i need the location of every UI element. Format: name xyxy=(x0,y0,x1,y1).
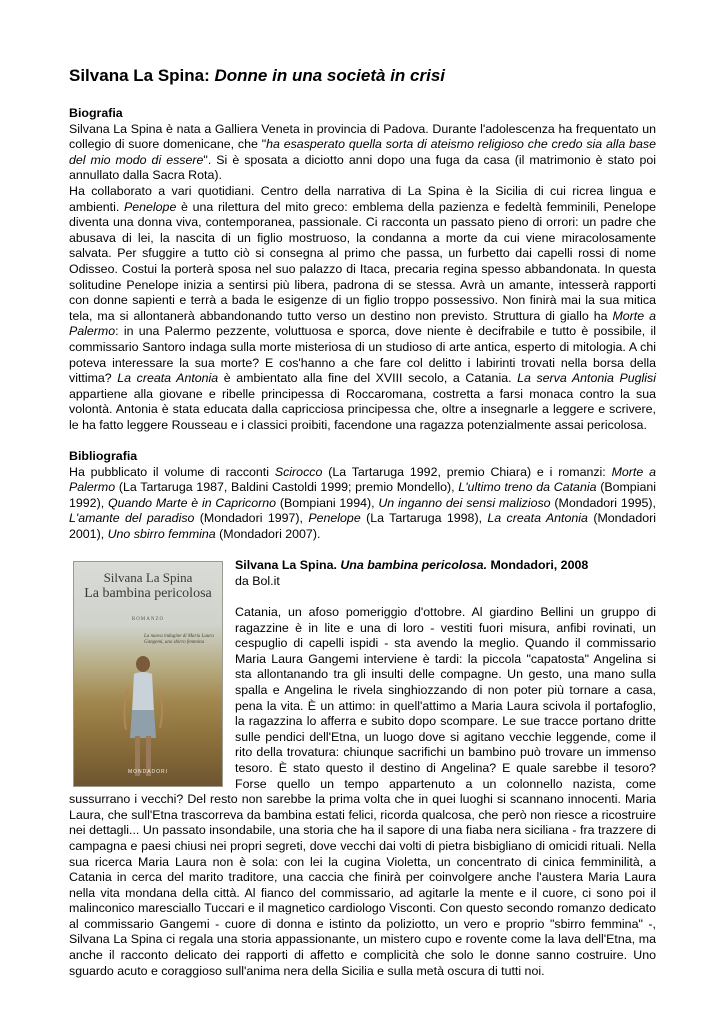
girl-figure-illustration xyxy=(120,650,166,780)
text-run: (Mondadori 2001), xyxy=(69,511,656,542)
italic-text-run: L'amante del paradiso xyxy=(69,511,195,526)
review-source: da Bol.it xyxy=(235,573,280,588)
cover-author: Silvana La Spina xyxy=(103,570,193,586)
text-run: (Mondadori 1997), xyxy=(194,511,309,526)
review-section xyxy=(69,558,656,979)
book-cover-image xyxy=(73,561,223,787)
italic-text-run: La creata Antonia xyxy=(487,511,588,526)
italic-text-run: Scirocco xyxy=(274,464,323,479)
spacer xyxy=(69,433,656,449)
cover-title-block xyxy=(74,570,222,602)
biografia-paragraph-2 xyxy=(69,184,656,434)
text-run: appartiene alla giovane e ribelle principessa di Roccaromana, costretta a farsi monaca contro la sua volontà. Antonia è stata educata dalla capricciosa principessa che, oltre a insegnarle a leggere e scrivere, le ha fatto leggere Rousseau e i classici proibiti, facendone una ragazza potenzialmente assai pericolosa. xyxy=(69,386,656,432)
page-title xyxy=(69,64,656,88)
bibliografia-heading: Bibliografia xyxy=(69,449,138,464)
text-run: (Mondadori 1995), xyxy=(550,495,656,510)
cover-blurb: La nuova indagine di Maria Laura Gangemi, uno sbirro femmina xyxy=(144,634,214,646)
italic-text-run: Morte a Palermo xyxy=(69,308,656,339)
document-page xyxy=(69,64,656,979)
text-run: : in una Palermo pezzente, voluttuosa e sporca, dove niente è decifrabile e tutto è possibile, il commissario Santoro indaga sulla morte misteriosa di un studioso di arte antica, esperto di mitologia. A chi poteva interessare la sua morte? E cos'hanno a che fare col delitto i labirinti trovati nella borsa della vittima? xyxy=(69,324,656,386)
text-run: (Mondadori 2007). xyxy=(215,527,321,542)
italic-text-run: Uno sbirro femmina xyxy=(107,527,216,542)
italic-text-run: Penelope xyxy=(123,199,177,214)
cover-publisher: MONDADORI xyxy=(127,768,169,775)
italic-text-run: Morte a Palermo xyxy=(69,464,656,495)
text-run: è una rilettura del mito greco: emblema della pazienza e fedeltà femminili, Penelope diventa una donna viva, contemporanea, passionale. Ci racconta un passato pieno di orrori: un padre che abusava di lei, la nascita di un figlio mostruoso, la condanna a morte da cui viene miracolosamente salvata. Per sfuggire a tutto ciò si consegna al primo che passa, un furbetto dai capelli rossi di nome Odisseo. Costui la porterà sposa nel suo palazzo di Itaca, precaria regina spesso abbandonata. In questa solitudine Penelope inizia a sentirsi più libera, padrona di se stessa. Avrà un amante, intesserà rapporti con donne sapienti e terrà a bada le esigenze di un figlio troppo possessivo. Non finirà mai la sua mitica tela, ma si allontanerà abbandonando tutto verso un destino non previsto. Struttura di giallo ha xyxy=(69,199,656,323)
review-text: Catania, un afoso pomeriggio d'ottobre. Al giardino Bellini un gruppo di ragazzine è in lite e una di loro - vestiti fuori misura, anfibi rovinati, un cespuglio di capelli ispidi - sta avendo la meglio. Quando il commissario Maria Laura Gangemi interviene è tardi: la piccola "capatosta" Angelina si sta allontanando tra gli insulti delle compagne. Un gesto, una mano sulla spalla e Angelina le rivela singhiozzando di non poter più tornare a casa, pena la vita. È un attimo: in quell'attimo a Maria Laura scivola il portafoglio, la ragazzina lo afferra e subito dopo scompare. Le sue tracce portano dritte sulle pendici dell'Etna, un luogo dove si agitano vecchie leggende, come il rito della trovatura: chiunque sacrifichi un bambino può trovare un immenso tesoro. È stato questo il destino di Angelina? E quale sarebbe il tesoro? Forse quello un tempo appartenuto a un colonnello nazista, come sussurrano i vecchi? Del resto non sarebbe la prima volta che in quei luoghi si scannano innocenti. Maria Laura, che sull'Etna trascorreva da bambina estati felici, ricorda qualcosa, che però non riesce a ricostruire nei dettagli... Un passato insondabile, una storia che ha il sapore di una fiaba nera siciliana - fra trazzere di campagna e paesi chiusi nei propri segreti, dove vecchi dai volti di pietra bisbigliano di omicidi rituali. Nella sua ricerca Maria Laura non è sola: con lei la cugina Violetta, un concentrato di cinica femminilità, a Catania in cerca del marito traditore, una caccia che finirà per coinvolgere anche l'austera Maria Laura nella vita mondana della città. Al fianco del commissario, ad agitarle la mente e il cuore, ci sono poi il malinconico maresciallo Tuccari e il magnetico cardiologo Visconti. Con questo secondo romanzo dedicato al commissario Gangemi - cuore di donna e istinto da poliziotto, un vero e proprio "sbirro femmina" -, Silvana La Spina ci regala una storia appassionante, un mistero cupo e rovente come la lava dell'Etna, ma anche il racconto delicato dei rapporti di affetto e complicità che solo le donne sanno costruire. Uno sguardo acuto e coraggioso sull'anima nera della Sicilia e sulla metà oscura di tutti noi. xyxy=(69,605,656,978)
text-run: (Bompiani 1994), xyxy=(276,495,379,510)
biografia-paragraph-1 xyxy=(69,122,656,184)
title-author: Silvana La Spina: xyxy=(69,66,210,85)
bibliografia-paragraph xyxy=(69,465,656,543)
text-run: ". Si è sposata a diciotto anni dopo una fuga da casa (il matrimonio è stato poi annullato dalla Sacra Rota). xyxy=(69,152,656,183)
italic-text-run: L'ultimo treno da Catania xyxy=(458,480,597,495)
text-run: (Bompiani 1992), xyxy=(69,480,656,510)
biografia-heading: Biografia xyxy=(69,106,123,120)
cover-label: ROMANZO xyxy=(131,617,165,623)
review-head-publisher: Mondadori, 2008 xyxy=(487,558,589,573)
cover-title: La bambina pericolosa xyxy=(84,586,212,602)
review-head-title: Una bambina pericolosa. xyxy=(340,558,488,573)
italic-text-run: La serva Antonia Puglisi xyxy=(517,371,656,386)
text-run: è ambientato alla fine del XVIII secolo, a Catania. xyxy=(218,371,518,386)
text-run: (La Tartaruga 1998), xyxy=(360,511,488,526)
text-run: Silvana La Spina è nata a Galliera Veneta in provincia di Padova. Durante l'adolescenza ha frequentato un collegio di suore domenicane, che " xyxy=(69,121,656,152)
text-run: (La Tartaruga 1987, Baldini Castoldi 1999; premio Mondello), xyxy=(115,480,459,495)
spacer xyxy=(69,543,656,559)
italic-text-run: Quando Marte è in Capricorno xyxy=(107,495,277,510)
text-run: Ha pubblicato il volume di racconti xyxy=(69,464,275,479)
italic-text-run: La creata Antonia xyxy=(117,371,219,386)
title-subtitle: Donne in una società in crisi xyxy=(214,66,445,85)
text-run: (La Tartaruga 1992, premio Chiara) e i romanzi: xyxy=(322,464,612,479)
review-head-author: Silvana La Spina. xyxy=(235,558,341,573)
text-run: Ha collaborato a vari quotidiani. Centro della narrativa di La Spina è la Sicilia di cui ricrea lingua e ambienti. xyxy=(69,183,656,214)
italic-text-run: Penelope xyxy=(308,511,361,526)
italic-text-run: Un inganno dei sensi malizioso xyxy=(378,495,551,510)
italic-text-run: ha esasperato quella sorta di ateismo religioso che credo sia alla base del mio modo di essere xyxy=(69,137,657,167)
